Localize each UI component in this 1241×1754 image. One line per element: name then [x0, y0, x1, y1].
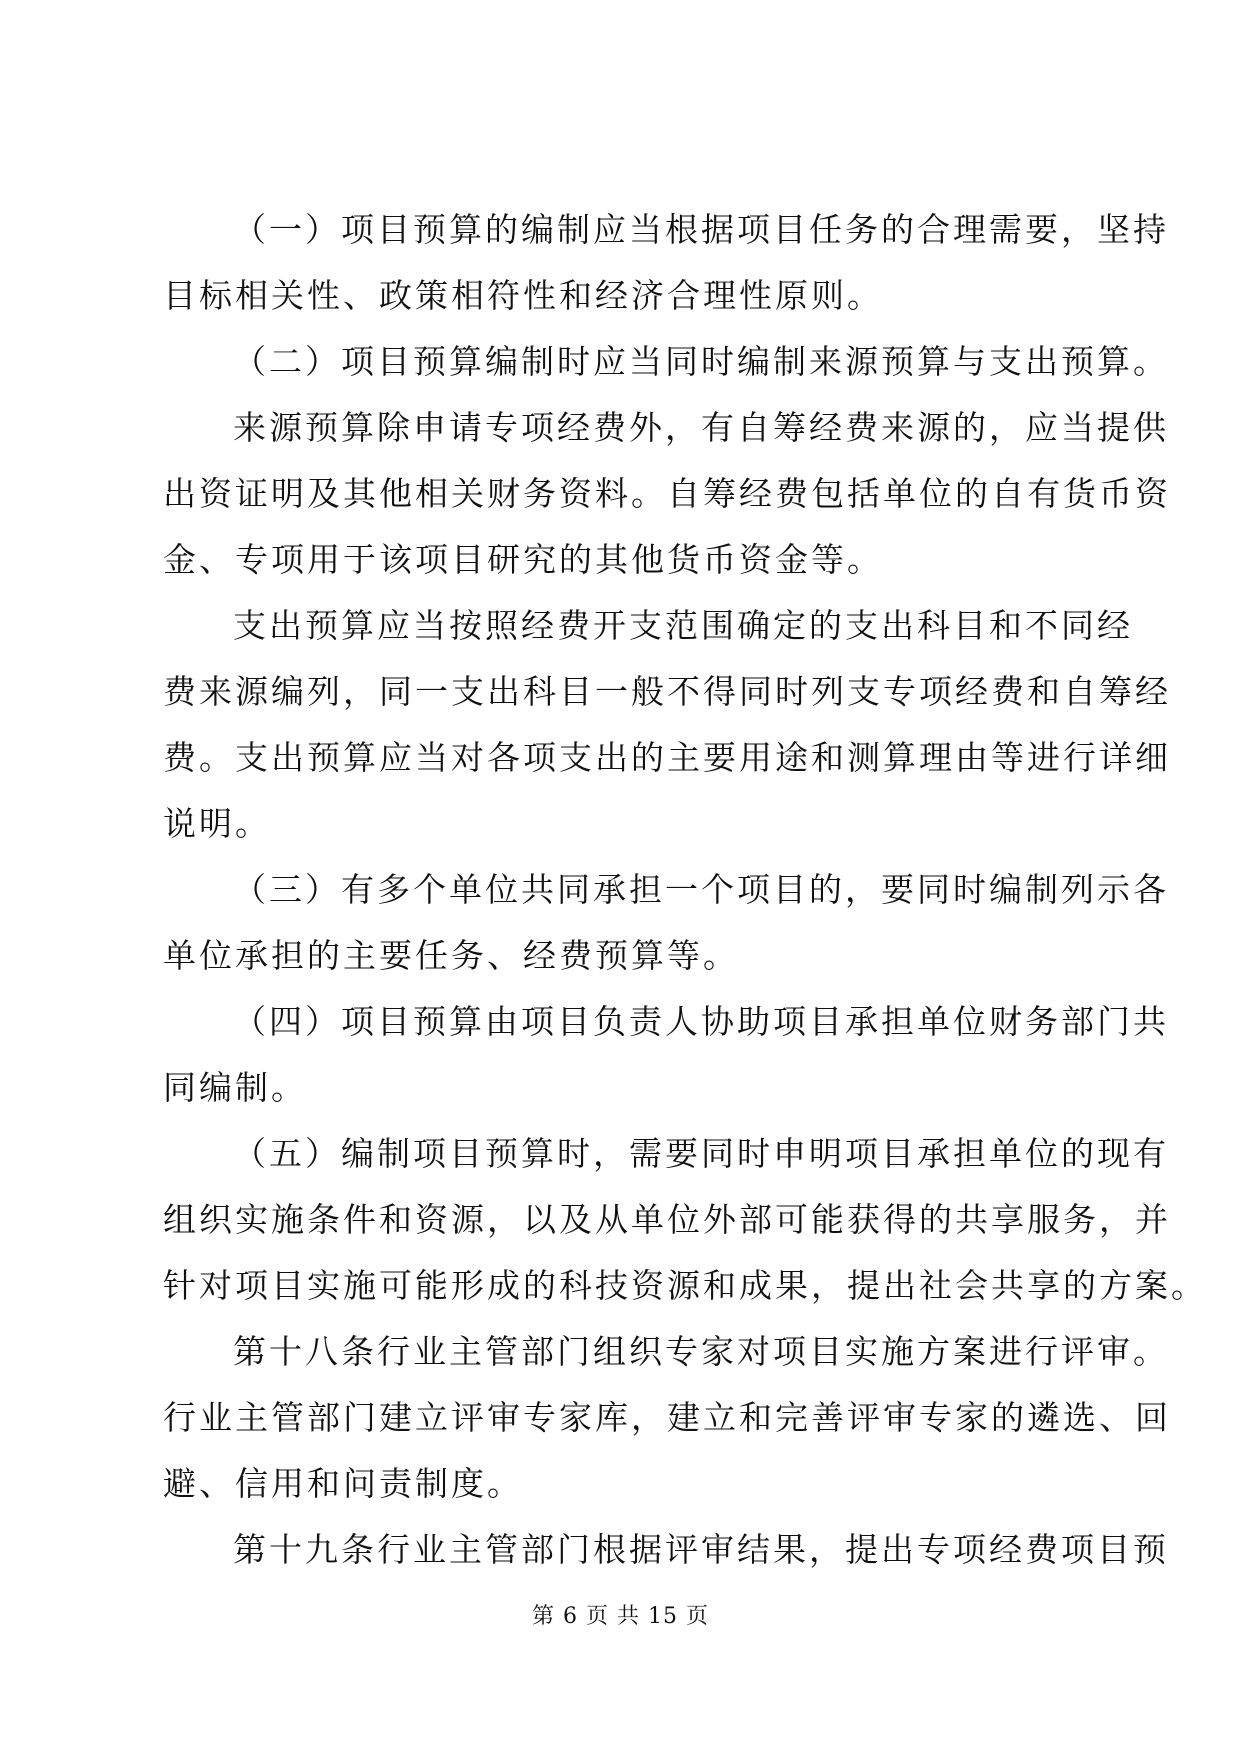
text-line: 行业主管部门建立评审专家库，建立和完善评审专家的遴选、回 — [163, 1398, 1171, 1437]
text-line: 第十九条行业主管部门根据评审结果，提出专项经费项目预 — [233, 1530, 1169, 1569]
text-line: 第十八条行业主管部门组织专家对项目实施方案进行评审。 — [233, 1332, 1169, 1371]
text-line: 目标相关性、政策相符性和经济合理性原则。 — [163, 276, 883, 315]
text-line: 说明。 — [163, 804, 271, 843]
text-line: 费来源编列，同一支出科目一般不得同时列支专项经费和自筹经 — [163, 672, 1171, 711]
text-line: （四）项目预算由项目负责人协助项目承担单位财务部门共 — [233, 1002, 1169, 1041]
page-number: 第 6 页 共 15 页 — [532, 1604, 709, 1629]
text-line: 避、信用和问责制度。 — [163, 1464, 523, 1503]
text-line: （三）有多个单位共同承担一个项目的，要同时编制列示各 — [233, 870, 1169, 909]
text-line: 同编制。 — [163, 1068, 307, 1107]
text-line: 针对项目实施可能形成的科技资源和成果，提出社会共享的方案。 — [163, 1266, 1207, 1305]
text-line: （二）项目预算编制时应当同时编制来源预算与支出预算。 — [233, 342, 1169, 381]
text-line: （一）项目预算的编制应当根据项目任务的合理需要，坚持 — [233, 210, 1169, 249]
text-line: （五）编制项目预算时，需要同时申明项目承担单位的现有 — [233, 1134, 1169, 1173]
text-line: 单位承担的主要任务、经费预算等。 — [163, 936, 739, 975]
text-line: 金、专项用于该项目研究的其他货币资金等。 — [163, 540, 883, 579]
text-line: 出资证明及其他相关财务资料。自筹经费包括单位的自有货币资 — [163, 474, 1171, 513]
text-line: 支出预算应当按照经费开支范围确定的支出科目和不同经 — [233, 606, 1133, 645]
text-line: 组织实施条件和资源，以及从单位外部可能获得的共享服务，并 — [163, 1200, 1171, 1239]
text-line: 费。支出预算应当对各项支出的主要用途和测算理由等进行详细 — [163, 738, 1171, 777]
text-line: 来源预算除申请专项经费外，有自筹经费来源的，应当提供 — [233, 408, 1169, 447]
